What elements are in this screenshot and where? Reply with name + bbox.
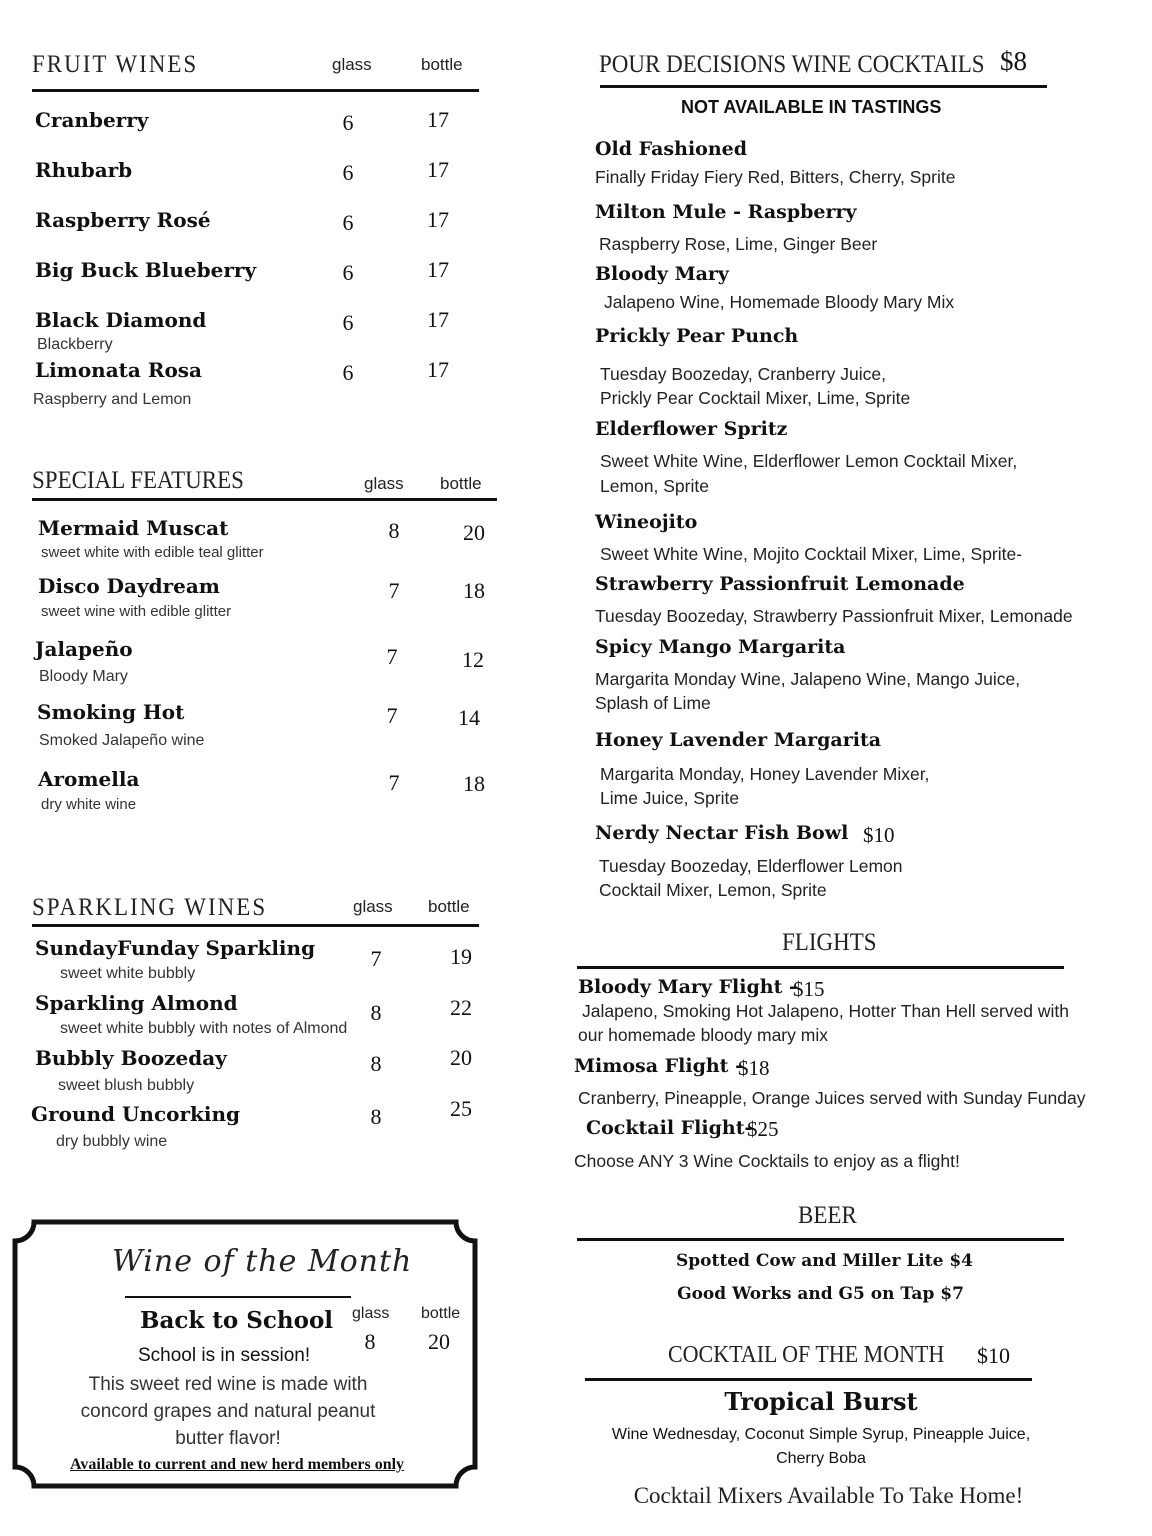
fruit-item-name: Raspberry Rosé xyxy=(35,208,211,232)
beer-title: BEER xyxy=(798,1201,857,1229)
flights-title: FLIGHTS xyxy=(782,928,877,956)
flight-price: $25 xyxy=(747,1117,779,1141)
special-item-glass: 7 xyxy=(388,770,400,795)
cocktail-name: Prickly Pear Punch xyxy=(595,325,799,347)
cocktail-desc: Finally Friday Fiery Red, Bitters, Cherry, Sprite xyxy=(595,167,956,187)
wine-of-month-underline xyxy=(125,1296,351,1298)
special-item-desc: sweet white with edible teal glitter xyxy=(41,544,264,561)
special-item-bottle: 18 xyxy=(463,771,485,796)
fruit-wines-title: FRUIT WINES xyxy=(32,50,199,78)
special-glass-label: glass xyxy=(364,474,404,493)
special-item-bottle: 18 xyxy=(463,578,485,603)
cocktail-price: $10 xyxy=(863,823,895,847)
special-item-glass: 7 xyxy=(386,703,398,728)
sparkling-item-desc: sweet white bubbly xyxy=(60,965,196,982)
fruit-item-desc: Blackberry xyxy=(37,336,113,353)
wine-of-month-glass-label: glass xyxy=(352,1305,390,1322)
cocktail-desc: Cocktail Mixer, Lemon, Sprite xyxy=(599,880,827,900)
special-features-title: SPECIAL FEATURES xyxy=(32,466,244,494)
cocktails-price: $8 xyxy=(1000,46,1027,76)
wine-of-month-desc-line: butter flavor! xyxy=(175,1428,281,1449)
fruit-item-name: Cranberry xyxy=(35,108,149,132)
cocktail-name: Old Fashioned xyxy=(595,138,748,160)
sparkling-glass-label: glass xyxy=(353,897,393,916)
cocktail-name: Elderflower Spritz xyxy=(595,418,788,440)
wine-of-month-description xyxy=(40,1371,416,1452)
flight-desc: Choose ANY 3 Wine Cocktails to enjoy as a flight! xyxy=(574,1151,960,1171)
cocktail-desc: Prickly Pear Cocktail Mixer, Lime, Sprite xyxy=(600,388,911,408)
sparkling-divider xyxy=(32,924,479,927)
flight-price: $18 xyxy=(738,1056,770,1080)
special-divider xyxy=(32,498,497,501)
special-item-bottle: 12 xyxy=(462,647,484,672)
sparkling-item-name: Sparkling Almond xyxy=(35,991,238,1015)
special-item-glass: 7 xyxy=(386,644,398,669)
cocktail-of-month-name: Tropical Burst xyxy=(724,1387,918,1416)
special-item-name: Jalapeño xyxy=(35,637,133,661)
fruit-item-glass: 6 xyxy=(342,160,354,185)
wine-of-month-desc-line: concord grapes and natural peanut xyxy=(80,1401,376,1422)
wine-of-month-bottle: 20 xyxy=(428,1329,450,1354)
sparkling-item-desc: dry bubbly wine xyxy=(56,1133,168,1150)
wine-of-month-name: Back to School xyxy=(140,1307,334,1334)
flight-desc: Cranberry, Pineapple, Orange Juices served with Sunday Funday xyxy=(578,1088,1086,1108)
beer-divider xyxy=(577,1238,1064,1241)
cocktail-name: Wineojito xyxy=(595,511,698,533)
fruit-item-bottle: 17 xyxy=(427,307,449,332)
cocktail-desc: Sweet White Wine, Elderflower Lemon Cocktail Mixer, xyxy=(600,451,1018,471)
cocktail-desc: Splash of Lime xyxy=(595,693,711,713)
fruit-item-bottle: 17 xyxy=(427,357,449,382)
fruit-item-name: Black Diamond xyxy=(35,308,207,332)
special-item-name: Mermaid Muscat xyxy=(38,516,229,540)
flight-name: Cocktail Flight- xyxy=(586,1117,753,1139)
fruit-item-glass: 6 xyxy=(342,310,354,335)
special-item-glass: 8 xyxy=(388,518,400,543)
fruit-item-bottle: 17 xyxy=(427,257,449,282)
special-item-name: Smoking Hot xyxy=(37,700,185,724)
sparkling-item-bottle: 20 xyxy=(450,1045,472,1070)
fruit-item-bottle: 17 xyxy=(427,157,449,182)
sparkling-item-bottle: 22 xyxy=(450,995,472,1020)
wine-of-month-note: Available to current and new herd members only xyxy=(70,1456,405,1473)
beer-line: Good Works and G5 on Tap $7 xyxy=(677,1284,964,1304)
wine-of-month-bottle-label: bottle xyxy=(421,1305,461,1322)
special-item-desc: Bloody Mary xyxy=(39,668,128,685)
fruit-item-glass: 6 xyxy=(342,110,354,135)
sparkling-item-desc: sweet blush bubbly xyxy=(58,1077,195,1094)
cocktail-name: Bloody Mary xyxy=(595,263,729,285)
fruit-item-name: Big Buck Blueberry xyxy=(35,258,257,282)
cocktail-name: Spicy Mango Margarita xyxy=(595,636,846,658)
fruit-item-glass: 6 xyxy=(342,210,354,235)
sparkling-item-glass: 8 xyxy=(370,1000,382,1025)
special-item-desc: sweet wine with edible glitter xyxy=(41,603,232,620)
special-item-desc: dry white wine xyxy=(41,796,137,813)
cocktail-of-month-description xyxy=(585,1423,1057,1471)
fruit-item-bottle: 17 xyxy=(427,107,449,132)
mixers-footer: Cocktail Mixers Available To Take Home! xyxy=(633,1483,1024,1508)
cocktail-desc: Tuesday Boozeday, Strawberry Passionfruit Mixer, Lemonade xyxy=(595,606,1073,626)
cocktail-of-month-desc-line: Wine Wednesday, Coconut Simple Syrup, Pineapple Juice, xyxy=(611,1426,1031,1443)
cocktail-desc: Margarita Monday, Honey Lavender Mixer, xyxy=(600,764,930,784)
flight-name: Mimosa Flight - xyxy=(574,1055,743,1077)
beer-line: Spotted Cow and Miller Lite $4 xyxy=(676,1251,973,1271)
sparkling-item-glass: 8 xyxy=(370,1051,382,1076)
sparkling-wines-title: SPARKLING WINES xyxy=(32,893,268,921)
sparkling-item-glass: 7 xyxy=(370,946,382,971)
cocktail-name: Milton Mule - Raspberry xyxy=(595,201,857,223)
fruit-item-glass: 6 xyxy=(342,260,354,285)
fruit-glass-label: glass xyxy=(332,55,372,74)
sparkling-item-bottle: 19 xyxy=(450,944,472,969)
cocktail-name: Honey Lavender Margarita xyxy=(595,729,882,751)
cocktail-desc: Tuesday Boozeday, Cranberry Juice, xyxy=(600,364,886,384)
special-item-bottle: 14 xyxy=(458,705,480,730)
cocktail-of-month-desc-line: Cherry Boba xyxy=(776,1450,866,1467)
flights-divider xyxy=(577,966,1064,969)
fruit-item-name: Limonata Rosa xyxy=(35,358,203,382)
fruit-item-desc: Raspberry and Lemon xyxy=(33,391,192,408)
wine-of-month-tagline: School is in session! xyxy=(138,1345,311,1366)
special-item-glass: 7 xyxy=(388,578,400,603)
flight-name: Bloody Mary Flight - xyxy=(578,976,797,998)
special-item-name: Aromella xyxy=(38,767,140,791)
cocktail-of-month-title: COCKTAIL OF THE MONTH xyxy=(668,1340,945,1368)
wine-of-month-title: Wine of the Month xyxy=(112,1244,413,1279)
cocktail-name: Nerdy Nectar Fish Bowl xyxy=(595,822,849,844)
fruit-bottle-label: bottle xyxy=(421,55,463,74)
sparkling-item-bottle: 25 xyxy=(450,1096,472,1121)
cocktails-divider xyxy=(600,85,1047,88)
flight-price: $15 xyxy=(793,977,825,1001)
fruit-item-bottle: 17 xyxy=(427,207,449,232)
cocktail-name: Strawberry Passionfruit Lemonade xyxy=(595,573,965,595)
wine-of-month-glass: 8 xyxy=(364,1329,376,1354)
wine-of-month-desc-line: This sweet red wine is made with xyxy=(88,1374,368,1395)
fruit-item-glass: 6 xyxy=(342,360,354,385)
sparkling-item-glass: 8 xyxy=(370,1104,382,1129)
flight-desc: Jalapeno, Smoking Hot Jalapeno, Hotter Than Hell served with xyxy=(582,1001,1070,1021)
fruit-item-name: Rhubarb xyxy=(35,158,133,182)
sparkling-item-name: Ground Uncorking xyxy=(31,1102,241,1126)
cocktails-title: POUR DECISIONS WINE COCKTAILS xyxy=(599,50,985,78)
cocktail-desc: Lemon, Sprite xyxy=(600,476,709,496)
sparkling-bottle-label: bottle xyxy=(428,897,470,916)
cocktail-of-month-price: $10 xyxy=(977,1343,1010,1368)
sparkling-item-name: SundayFunday Sparkling xyxy=(35,936,316,960)
cocktail-desc: Jalapeno Wine, Homemade Bloody Mary Mix xyxy=(604,292,955,312)
fruit-divider xyxy=(32,89,479,92)
cocktails-notice: NOT AVAILABLE IN TASTINGS xyxy=(681,97,942,117)
special-item-bottle: 20 xyxy=(463,520,485,545)
cocktail-desc: Sweet White Wine, Mojito Cocktail Mixer, Lime, Sprite- xyxy=(600,544,1023,564)
special-item-name: Disco Daydream xyxy=(38,574,220,598)
cocktail-desc: Margarita Monday Wine, Jalapeno Wine, Mango Juice, xyxy=(595,669,1021,689)
cocktail-desc: Lime Juice, Sprite xyxy=(600,788,740,808)
special-bottle-label: bottle xyxy=(440,474,482,493)
sparkling-item-desc: sweet white bubbly with notes of Almond xyxy=(60,1020,348,1037)
special-item-desc: Smoked Jalapeño wine xyxy=(39,732,205,749)
cocktail-desc: Tuesday Boozeday, Elderflower Lemon xyxy=(599,856,903,876)
sparkling-item-name: Bubbly Boozeday xyxy=(35,1046,227,1070)
cocktail-of-month-divider xyxy=(585,1378,1032,1381)
flight-desc: our homemade bloody mary mix xyxy=(578,1025,828,1045)
cocktail-desc: Raspberry Rose, Lime, Ginger Beer xyxy=(599,234,878,254)
